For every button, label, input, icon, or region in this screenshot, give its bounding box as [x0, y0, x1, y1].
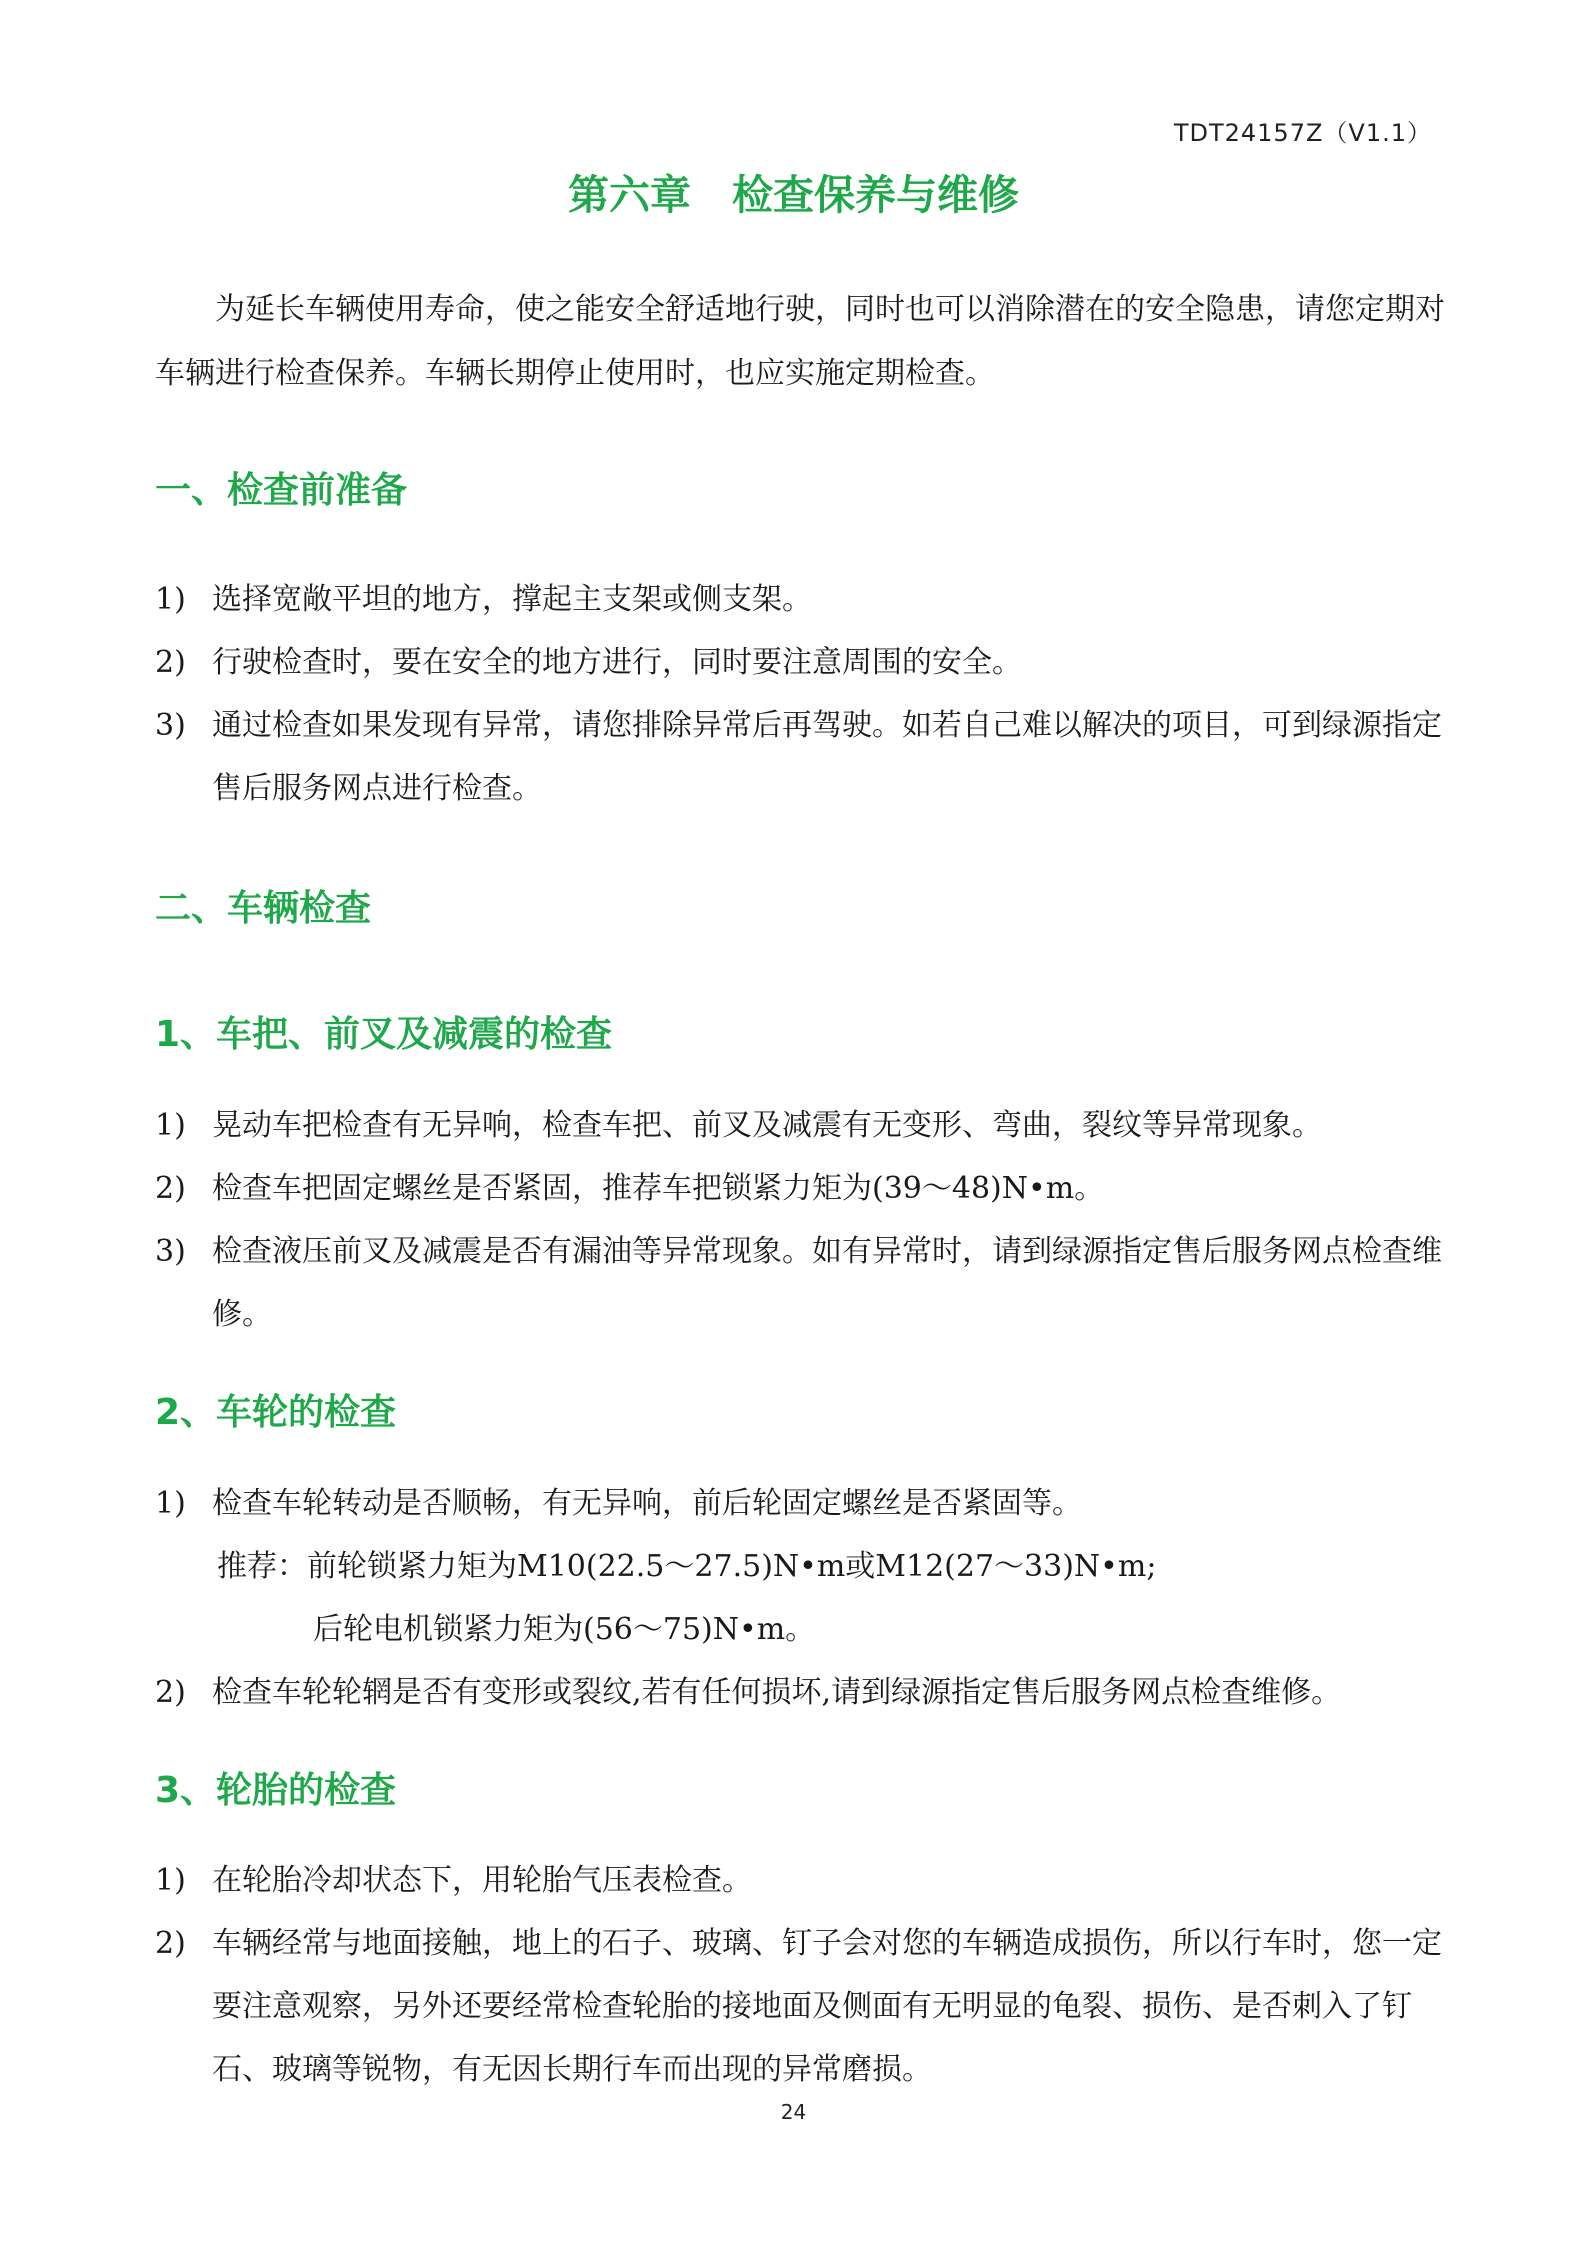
item-number: 2)	[155, 645, 186, 680]
intro-paragraph: 为延长车辆使用寿命，使之能安全舒适地行驶，同时也可以消除潜在的安全隐患，请您定期对车辆进行检查保养。车辆长期停止使用时，也应实施定期检查。	[155, 292, 1445, 391]
item-text: 检查车把固定螺丝是否紧固，推荐车把锁紧力矩为(39～48)N•m。	[212, 1171, 1105, 1206]
item-number: 1)	[155, 1486, 186, 1521]
item-number: 3)	[155, 1234, 186, 1269]
item-text: 选择宽敞平坦的地方，撑起主支架或侧支架。	[212, 582, 812, 617]
list-item	[155, 1157, 1445, 1220]
recommend-torque-front: 推荐：前轮锁紧力矩为M10(22.5～27.5)N•m或M12(27～33)N•m;	[217, 1549, 1157, 1584]
item-text: 通过检查如果发现有异常，请您排除异常后再驾驶。如若自己难以解决的项目，可到绿源指定售后服务网点进行检查。	[212, 708, 1442, 806]
list-item	[155, 1661, 1445, 1724]
item-number: 2)	[155, 1675, 186, 1710]
item-number: 1)	[155, 1863, 186, 1898]
list-item	[155, 631, 1445, 694]
section-heading-preparation: 一、检查前准备	[155, 470, 408, 511]
subsection-heading-wheel: 2、车轮的检查	[155, 1392, 397, 1433]
list-item	[155, 568, 1445, 631]
chapter-title: 第六章 检查保养与维修	[568, 171, 1019, 219]
item-text: 晃动车把检查有无异响，检查车把、前叉及减震有无变形、弯曲，裂纹等异常现象。	[212, 1108, 1322, 1143]
item-text: 在轮胎冷却状态下，用轮胎气压表检查。	[212, 1863, 752, 1898]
item-number: 1)	[155, 1108, 186, 1143]
list-item	[155, 694, 1445, 820]
item-text: 检查车轮转动是否顺畅，有无异响，前后轮固定螺丝是否紧固等。	[212, 1486, 1082, 1521]
recommend-torque-rear: 后轮电机锁紧力矩为(56～75)N•m。	[313, 1612, 816, 1647]
item-number: 2)	[155, 1926, 186, 1961]
section-heading-vehicle-check: 二、车辆检查	[155, 888, 372, 929]
list-item	[155, 1912, 1445, 2101]
page-number: 24	[780, 2100, 807, 2124]
item-number: 2)	[155, 1171, 186, 1206]
item-number: 3)	[155, 708, 186, 743]
list-item	[155, 1849, 1445, 1912]
item-text: 检查液压前叉及减震是否有漏油等异常现象。如有异常时，请到绿源指定售后服务网点检查维修。	[212, 1234, 1442, 1332]
item-number: 1)	[155, 582, 186, 617]
item-text: 行驶检查时，要在安全的地方进行，同时要注意周围的安全。	[212, 645, 1022, 680]
item-text: 检查车轮轮辋是否有变形或裂纹,若有任何损坏,请到绿源指定售后服务网点检查维修。	[212, 1675, 1342, 1710]
subsection-heading-tire: 3、轮胎的检查	[155, 1770, 397, 1811]
list-item	[155, 1094, 1445, 1157]
list-item	[155, 1472, 1445, 1535]
list-item	[155, 1220, 1445, 1346]
document-code: TDT24157Z（V1.1）	[1173, 119, 1432, 147]
item-text: 车辆经常与地面接触，地上的石子、玻璃、钉子会对您的车辆造成损伤，所以行车时，您一定要注意观察，另外还要经常检查轮胎的接地面及侧面有无明显的龟裂、损伤、是否刺入了钉石、玻璃等锐物，有无因长期行车而出现的异常磨损。	[212, 1926, 1442, 2087]
subsection-heading-handlebar: 1、车把、前叉及减震的检查	[155, 1014, 613, 1055]
